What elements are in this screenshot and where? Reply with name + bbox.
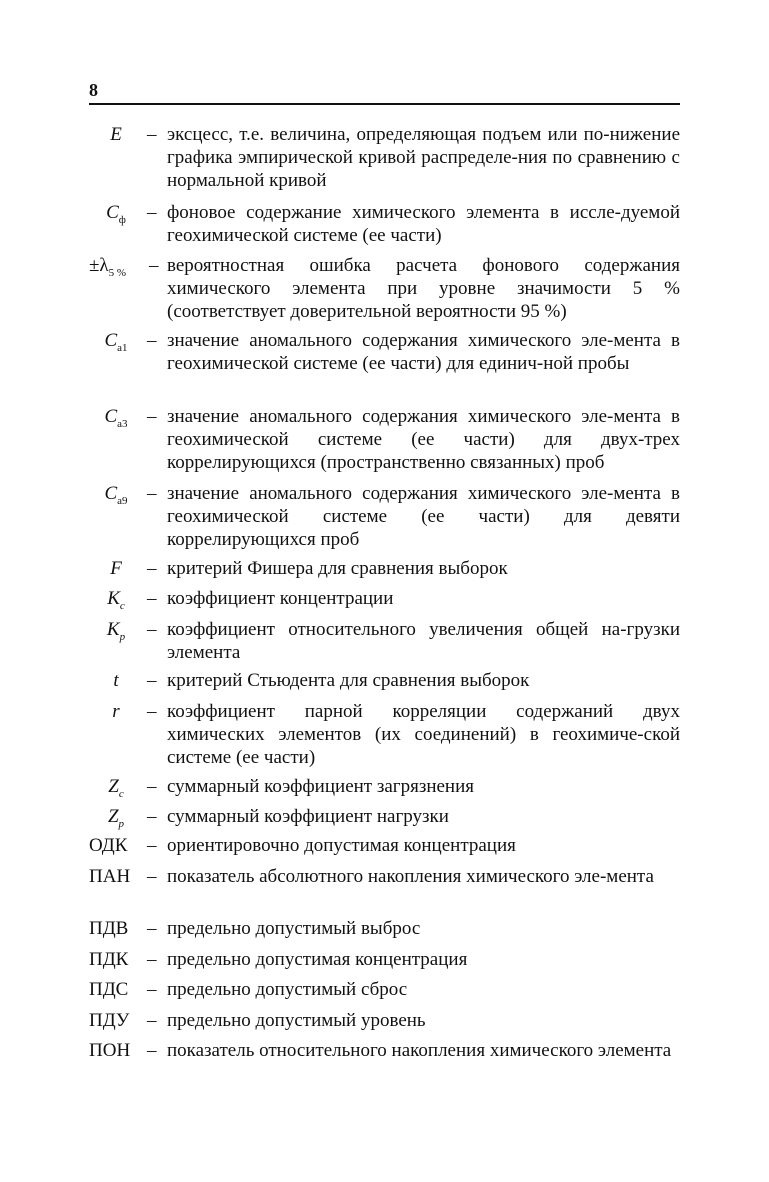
entry-dash: – xyxy=(147,866,157,887)
abbreviation-entry-background-content xyxy=(89,201,680,247)
entry-definition: значение аномального содержания химического эле-мента в геохимической системе (ее части) для единич-ной пробы xyxy=(167,330,680,374)
entry-definition: вероятностная ошибка расчета фонового содержания химического элемента при уровне значимости 5 % (соответствует доверительной вероятности 95 %) xyxy=(167,255,680,322)
entry-symbol-subscript: p xyxy=(119,631,126,643)
entry-symbol: ПДК xyxy=(89,949,129,970)
entry-symbol: $C_{а3}$ xyxy=(104,406,128,430)
entry-dash: – xyxy=(147,202,157,223)
abbreviation-entry-anomalous-three xyxy=(89,405,680,474)
entry-definition: эксцесс, т.е. величина, определяющая подъем или по-нижение графика эмпирической кривой распределе-ния по сравнению с нормальной кривой xyxy=(167,124,680,191)
abbreviation-entry-odk xyxy=(89,834,680,857)
entry-definition: суммарный коэффициент загрязнения xyxy=(167,776,474,797)
abbreviation-entry-pollution-coefficient xyxy=(89,775,680,798)
abbreviation-entry-correlation xyxy=(89,700,680,769)
entry-definition: значение аномального содержания химического эле-мента в геохимической системе (ее части) для двух-трех коррелирующихся (пространственно связанных) проб xyxy=(167,406,680,473)
entry-dash: – xyxy=(149,255,159,276)
entry-definition: суммарный коэффициент нагрузки xyxy=(167,806,449,827)
entry-symbol: ОДК xyxy=(89,835,128,856)
entry-symbol-subscript: p xyxy=(118,818,125,830)
entry-dash: – xyxy=(147,949,157,970)
entry-dash: – xyxy=(147,806,157,827)
entry-symbol: $C_{а1}$ xyxy=(104,330,128,354)
entry-symbol: ПДВ xyxy=(89,918,129,939)
abbreviation-entry-excess xyxy=(89,123,680,192)
entry-symbol-subscript: 5 % xyxy=(108,267,127,279)
entry-definition: коэффициент парной корреляции содержаний двух химических элементов (их соединений) в геохимиче-ской системе (ее части) xyxy=(167,701,680,768)
entry-dash: – xyxy=(147,776,157,797)
abbreviation-entry-pan xyxy=(89,865,680,888)
entry-dash: – xyxy=(147,406,157,427)
entry-symbol: F xyxy=(110,558,122,579)
abbreviation-entry-total-load-coefficient xyxy=(89,805,680,828)
entry-symbol-subscript: ф xyxy=(118,214,126,226)
entry-dash: – xyxy=(147,1010,157,1031)
entry-symbol-subscript: c xyxy=(118,788,124,800)
entry-definition: ориентировочно допустимая концентрация xyxy=(167,835,516,856)
entry-dash: – xyxy=(147,1040,157,1061)
abbreviation-entry-fisher xyxy=(89,557,680,580)
entry-definition: предельно допустимый уровень xyxy=(167,1010,426,1031)
header-rule xyxy=(89,103,680,105)
entry-definition: предельно допустимая концентрация xyxy=(167,949,468,970)
entry-symbol: $Z_p$ xyxy=(107,806,125,830)
entry-definition: фоновое содержание химического элемента в иссле-дуемой геохимической системе (ее части) xyxy=(167,202,680,246)
entry-symbol: $Z_c$ xyxy=(108,776,124,800)
entry-symbol-subscript: а9 xyxy=(117,495,128,507)
abbreviation-entry-pon xyxy=(89,1039,680,1062)
entry-definition: предельно допустимый сброс xyxy=(167,979,408,1000)
entry-symbol-subscript: c xyxy=(119,600,125,612)
entry-symbol-subscript: а1 xyxy=(117,342,128,354)
entry-symbol: $K_c$ xyxy=(107,588,125,612)
entry-symbol: $C_{а9}$ xyxy=(104,483,128,507)
abbreviation-entry-pds xyxy=(89,978,680,1001)
entry-dash: – xyxy=(147,588,157,609)
entry-definition: коэффициент концентрации xyxy=(167,588,394,609)
entry-definition: предельно допустимый выброс xyxy=(167,918,421,939)
entry-symbol-subscript: а3 xyxy=(117,418,128,430)
abbreviation-entry-probabilistic-error xyxy=(89,254,680,323)
entry-definition: значение аномального содержания химического эле-мента в геохимической системе (ее части) для девяти коррелирующихся проб xyxy=(167,483,680,550)
abbreviation-entry-student xyxy=(89,669,680,692)
abbreviation-entry-pdk xyxy=(89,948,680,971)
entry-dash: – xyxy=(147,979,157,1000)
abbreviation-entry-anomalous-single xyxy=(89,329,680,375)
abbreviation-entry-concentration-coefficient xyxy=(89,587,680,610)
entry-dash: – xyxy=(147,124,157,145)
entry-dash: – xyxy=(147,918,157,939)
entry-symbol: ПАН xyxy=(89,866,131,887)
entry-dash: – xyxy=(147,483,157,504)
entry-dash: – xyxy=(147,619,157,640)
entry-symbol: ПДС xyxy=(89,979,129,1000)
entry-symbol: $K_p$ xyxy=(106,619,126,643)
abbreviation-entry-anomalous-nine xyxy=(89,482,680,551)
entry-definition: критерий Фишера для сравнения выборок xyxy=(167,558,508,579)
page-number: 8 xyxy=(89,80,98,100)
entry-dash: – xyxy=(147,330,157,351)
entry-dash: – xyxy=(147,835,157,856)
entry-definition: показатель относительного накопления химического элемента xyxy=(167,1040,672,1061)
entry-symbol: E xyxy=(110,124,122,145)
entry-symbol: t xyxy=(113,670,119,691)
entry-symbol: $C_ф$ xyxy=(106,202,126,226)
entry-symbol: ПДУ xyxy=(89,1010,130,1031)
entry-dash: – xyxy=(147,558,157,579)
abbreviation-entry-load-coefficient xyxy=(89,618,680,664)
entry-symbol: r xyxy=(112,701,120,722)
entry-definition: коэффициент относительного увеличения общей на-грузки элемента xyxy=(167,619,680,663)
entry-dash: – xyxy=(147,701,157,722)
entry-symbol: ПОН xyxy=(89,1040,131,1061)
entry-symbol: $\pm\lambda_{5 \%}$ xyxy=(89,255,127,279)
entry-dash: – xyxy=(147,670,157,691)
abbreviation-entry-pdu xyxy=(89,1009,680,1032)
entry-definition: критерий Стьюдента для сравнения выборок xyxy=(167,670,530,691)
entry-definition: показатель абсолютного накопления химического эле-мента xyxy=(167,866,654,887)
abbreviation-entry-pdv xyxy=(89,917,680,940)
